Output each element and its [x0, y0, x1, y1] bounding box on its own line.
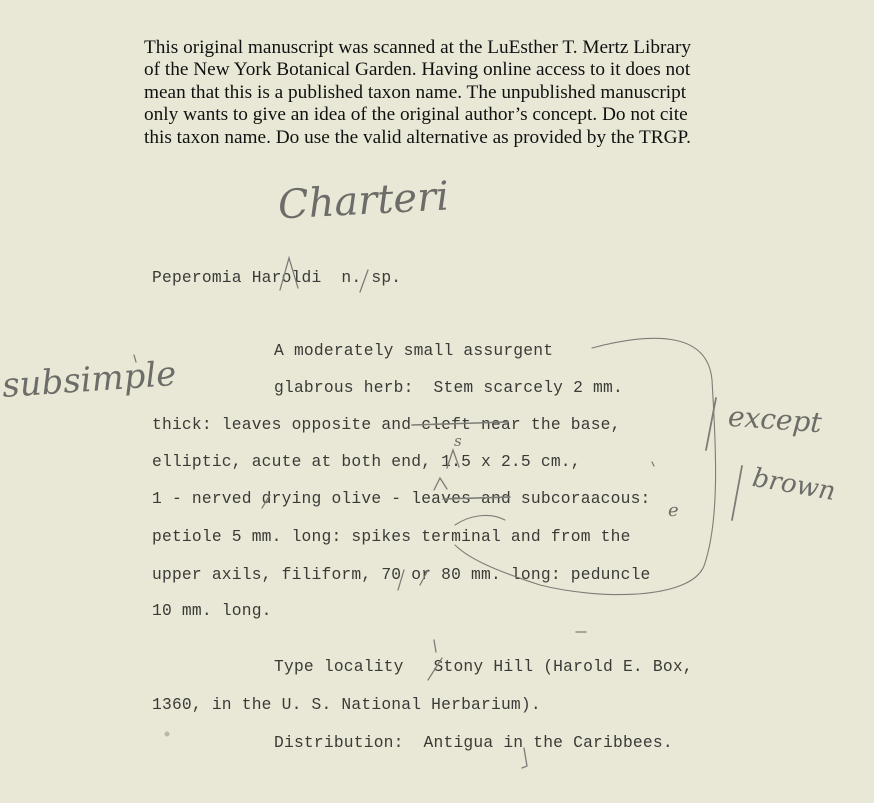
distribution-line: Distribution: Antigua in the Caribbees.	[274, 733, 673, 752]
notice-line: this taxon name. Do use the valid alternative as provided by the TRGP.	[144, 126, 691, 148]
handwritten-margin-note: subsimple	[0, 353, 178, 407]
handwritten-note-brown: brown	[750, 462, 838, 508]
handwritten-insert-e: e	[668, 500, 679, 521]
description-line: upper axils, filiform, 70 or 80 mm. long: peduncle	[152, 565, 651, 584]
notice-line: This original manuscript was scanned at the LuEsther T. Mertz Library	[144, 37, 692, 58]
library-notice	[144, 37, 784, 149]
description-line: petiole 5 mm. long: spikes terminal and from the	[152, 527, 631, 546]
description-line: glabrous herb: Stem scarcely 2 mm.	[274, 378, 623, 397]
handwritten-name: Charteri	[276, 173, 451, 229]
handwritten-note-except: except	[726, 399, 823, 440]
handwritten-insert-s: s	[454, 432, 462, 450]
species-title: Peperomia Haroldi n. sp.	[152, 268, 402, 287]
type-locality-line: 1360, in the U. S. National Herbarium).	[152, 695, 541, 714]
description-line: thick: leaves opposite and cleft near the base,	[152, 415, 621, 434]
description-line: 1 - nerved drying olive - leaves and subcoraacous:	[152, 489, 651, 508]
description-line: elliptic, acute at both end, 1.5 x 2.5 cm.,	[152, 452, 581, 471]
type-locality-line: Type locality Stony Hill (Harold E. Box,	[274, 657, 693, 676]
notice-line: mean that this is a published taxon name. The unpublished manuscript	[144, 81, 687, 103]
description-line: 10 mm. long.	[152, 601, 272, 620]
description-line: A moderately small assurgent	[274, 341, 554, 360]
notice-line: of the New York Botanical Garden. Having online access to it does not	[144, 59, 691, 81]
notice-line: only wants to give an idea of the original author’s concept. Do not cite	[144, 104, 688, 126]
